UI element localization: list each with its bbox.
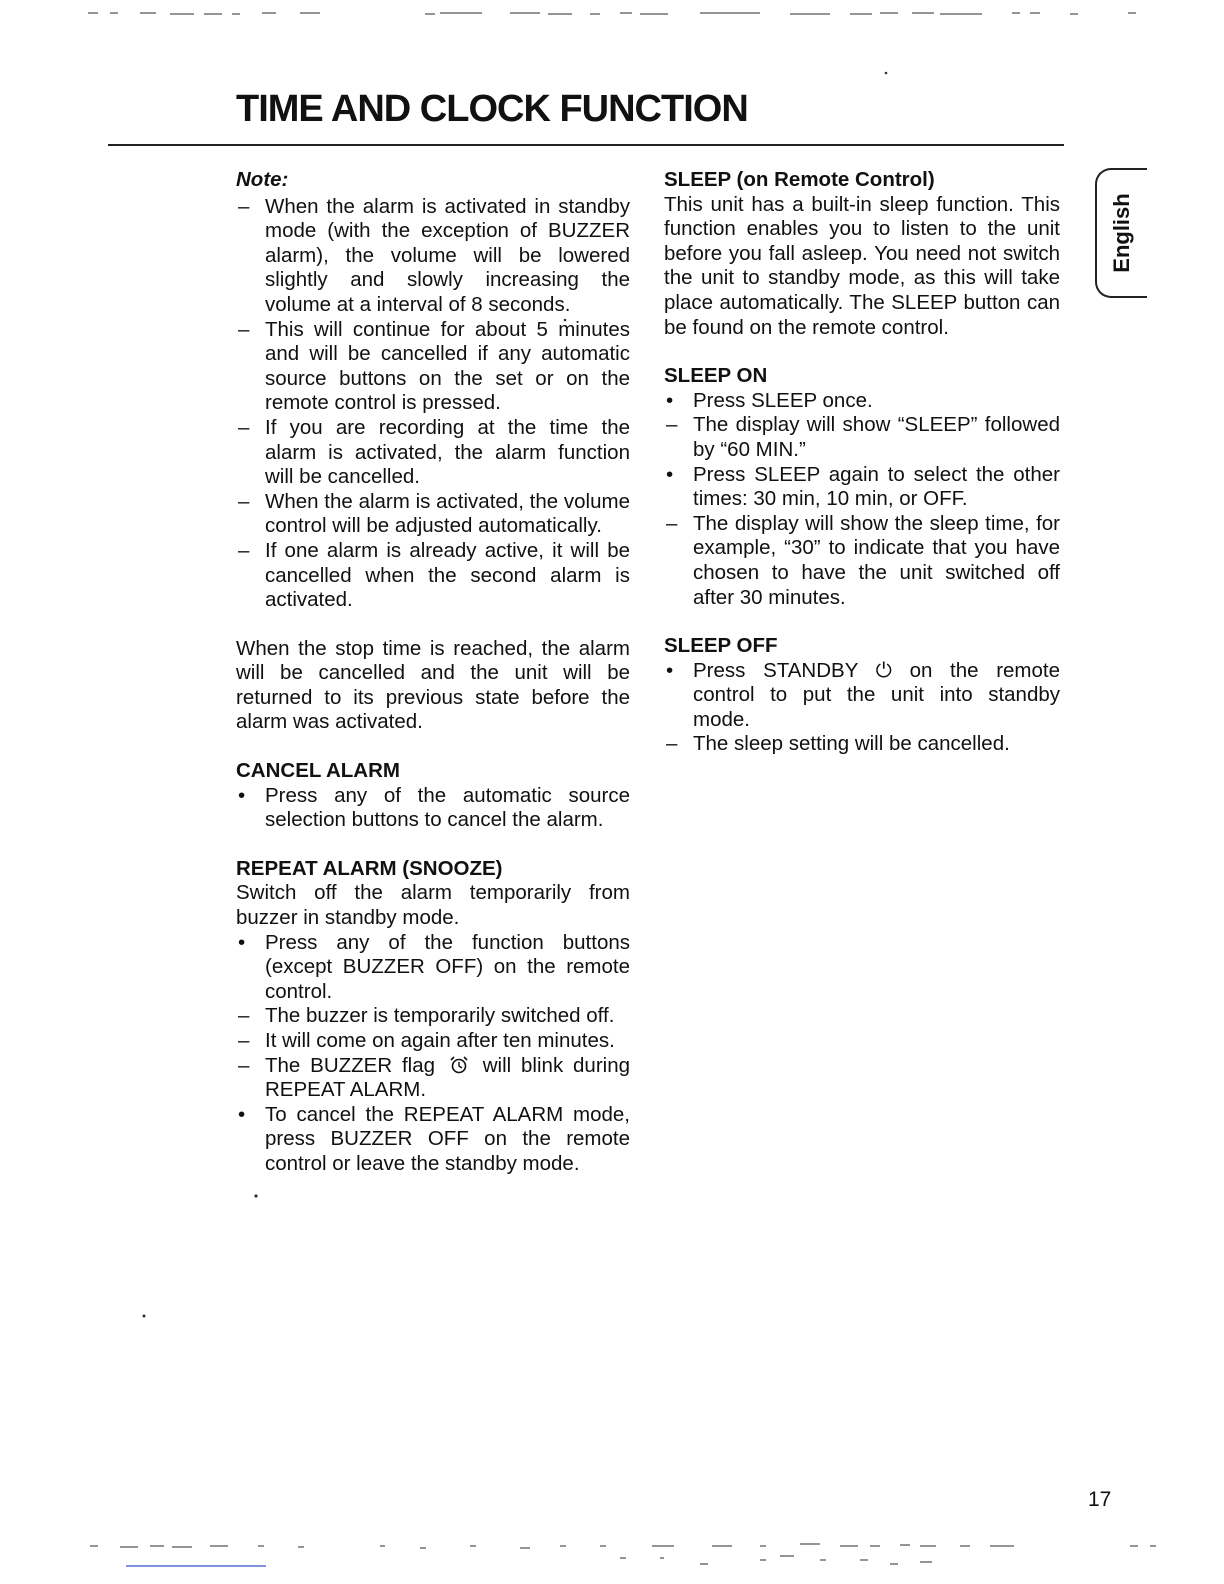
repeat-alarm-intro: Switch off the alarm temporarily from buzzer in standby mode.	[236, 881, 630, 930]
dash-marker: –	[238, 194, 250, 218]
right-column	[664, 168, 1060, 757]
list-item	[236, 1029, 630, 1054]
sleep-paragraph: This unit has a built-in sleep function. This function enables you to listen to the unit before you fall asleep. You need not switch the unit to standby mode, as this will take place automatically. The SLEEP button can be found on the remote control.	[664, 192, 1060, 339]
sleep-on-list	[664, 389, 1060, 610]
list-item-text: Press SLEEP once.	[693, 388, 873, 412]
list-item	[236, 931, 630, 1005]
page-number: 17	[1088, 1488, 1112, 1511]
list-item-text-start: Press STANDBY	[693, 658, 858, 682]
dash-marker: –	[666, 732, 678, 756]
buzzer-flag-icon	[448, 1055, 470, 1075]
list-item-text: The display will show the sleep time, for example, “30” to indicate that you have chosen to have the unit switched off after 30 minutes.	[693, 511, 1060, 609]
sleep-heading: SLEEP (on Remote Control)	[664, 168, 935, 191]
standby-icon: ⏻	[875, 658, 892, 682]
language-tab	[1095, 168, 1147, 298]
dash-marker: –	[238, 415, 250, 439]
note-text: When the alarm is activated in standby mode (with the exception of BUZZER alarm), the volume will be lowered slightly and slowly increasing the volume at a interval of 8 seconds.	[265, 194, 630, 316]
page-title: TIME AND CLOCK FUNCTION	[236, 88, 748, 130]
list-item-text: Press any of the function buttons (except BUZZER OFF) on the remote control.	[265, 930, 630, 1003]
list-item-text: To cancel the REPEAT ALARM mode, press BUZZER OFF on the remote control or leave the standby mode.	[265, 1102, 630, 1175]
dash-marker: –	[666, 511, 678, 535]
left-column	[236, 168, 630, 1177]
note-item	[236, 416, 630, 490]
dash-marker: –	[238, 1053, 250, 1077]
list-item-text: Press SLEEP again to select the other times: 30 min, 10 min, or OFF.	[693, 462, 1060, 511]
note-text: This will continue for about 5 minutes and will be cancelled if any automatic source buttons on the set or on the remote control is pressed.	[265, 317, 630, 415]
list-item	[236, 1054, 630, 1103]
stop-time-paragraph: When the stop time is reached, the alarm will be cancelled and the unit will be returned to its previous state before the alarm was activated.	[236, 636, 630, 734]
list-item	[236, 1004, 630, 1029]
list-item-text-end: will blink during REPEAT ALARM.	[265, 1053, 631, 1102]
list-item	[664, 463, 1060, 512]
bullet-marker: •	[666, 462, 674, 486]
dash-marker: –	[238, 538, 250, 562]
list-item-text-end: on the remote control to put the unit into standby mode.	[693, 658, 1060, 731]
language-tab-label: English	[1109, 193, 1134, 273]
list-item-text: It will come on again after ten minutes.	[265, 1029, 615, 1052]
list-item	[664, 389, 1060, 414]
note-item	[236, 490, 630, 539]
sleep-on-heading: SLEEP ON	[664, 364, 768, 388]
dash-marker: –	[666, 413, 678, 437]
bullet-marker: •	[238, 1102, 246, 1126]
sleep-off-heading: SLEEP OFF	[664, 634, 778, 658]
bullet-marker: •	[238, 930, 246, 954]
repeat-alarm-heading: REPEAT ALARM (SNOOZE)	[236, 856, 503, 880]
list-item	[664, 732, 1060, 757]
list-item-text-start: The BUZZER flag	[265, 1053, 436, 1077]
list-item-text: The sleep setting will be cancelled.	[693, 732, 1010, 756]
notes-list	[236, 195, 630, 613]
list-item	[236, 784, 630, 833]
cancel-alarm-list	[236, 784, 630, 833]
note-item	[236, 318, 630, 416]
dash-marker: –	[238, 489, 250, 513]
dash-marker: –	[238, 1029, 250, 1052]
dash-marker: –	[238, 317, 250, 341]
dash-marker: –	[238, 1004, 250, 1028]
list-item	[236, 1103, 630, 1177]
bullet-marker: •	[238, 783, 246, 807]
list-item	[664, 512, 1060, 610]
title-divider	[108, 144, 1064, 146]
note-text: If you are recording at the time the alarm is activated, the alarm function will be cancelled.	[265, 415, 630, 489]
note-label: Note:	[236, 168, 289, 191]
note-text: When the alarm is activated, the volume control will be adjusted automatically.	[265, 489, 630, 538]
bullet-marker: •	[666, 388, 674, 412]
list-item-text: The buzzer is temporarily switched off.	[265, 1004, 615, 1028]
list-item-text: The display will show “SLEEP” followed by “60 MIN.”	[693, 413, 1060, 461]
list-item	[664, 659, 1060, 733]
list-item	[664, 413, 1060, 462]
sleep-off-list	[664, 659, 1060, 757]
bullet-marker: •	[666, 658, 674, 682]
note-text: If one alarm is already active, it will be cancelled when the second alarm is activated.	[265, 538, 630, 612]
note-item	[236, 539, 630, 613]
cancel-alarm-heading: CANCEL ALARM	[236, 759, 400, 783]
repeat-alarm-list	[236, 931, 630, 1177]
note-item	[236, 195, 630, 318]
list-item-text: Press any of the automatic source selection buttons to cancel the alarm.	[265, 783, 630, 832]
